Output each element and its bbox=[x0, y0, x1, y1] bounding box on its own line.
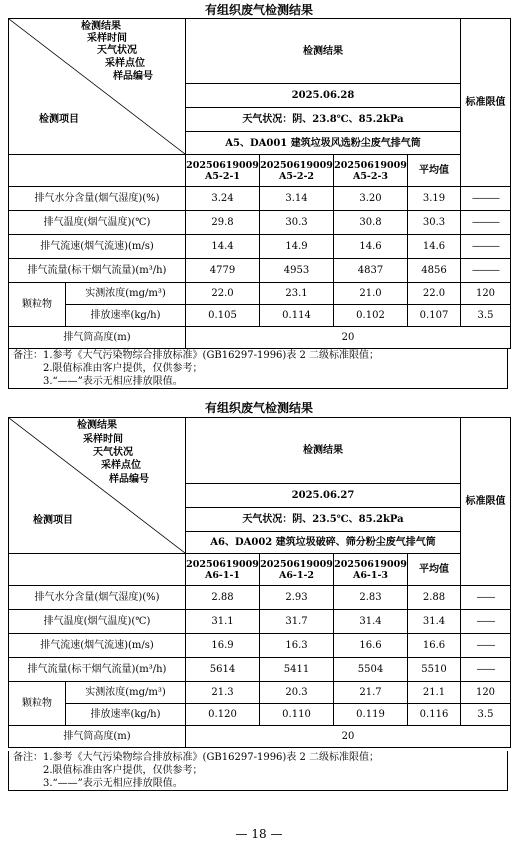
standard-header: 标准限值 bbox=[461, 19, 511, 187]
sampling-point: A5、DA001 建筑垃圾风选粉尘废气排气筒 bbox=[186, 132, 461, 155]
page-number: — 18 — bbox=[235, 827, 283, 841]
note-line: 2.限值标准由客户提供，仅供参考； bbox=[43, 363, 203, 374]
sample-id: 20250619009 A5-2-1 bbox=[186, 155, 260, 187]
item-label: 检测项目 bbox=[39, 114, 79, 125]
diag-label: 采样点位 bbox=[105, 58, 145, 69]
note-line: 3.“——”表示无相应排放限值。 bbox=[43, 778, 183, 789]
sample-id: 20250619009 A6-1-2 bbox=[260, 554, 334, 586]
diag-label: 采样时间 bbox=[83, 434, 123, 445]
weather: 天气状况：阴、23.8℃、85.2kPa bbox=[186, 108, 461, 132]
table-row: 排气流速(烟气流速)(m/s) 14.4 14.9 14.6 14.6 ——— bbox=[9, 235, 511, 259]
particulate-label: 颗粒物 bbox=[9, 682, 66, 726]
sample-id: 20250619009 A6-1-3 bbox=[334, 554, 408, 586]
note-line: 2.限值标准由客户提供，仅供参考； bbox=[43, 765, 203, 776]
avg-header: 平均值 bbox=[408, 554, 461, 586]
note-line: 备注：1.参考《大气污染物综合排放标准》(GB16297-1996)表 2 二级标准限值； bbox=[13, 350, 380, 361]
sample-date: 2025.06.28 bbox=[186, 84, 461, 108]
avg-header: 平均值 bbox=[408, 155, 461, 187]
weather: 天气状况：阴、23.5℃、85.2kPa bbox=[186, 508, 461, 532]
emission-table bbox=[8, 417, 511, 748]
table-title: 有组织废气检测结果 bbox=[204, 3, 313, 17]
diag-label: 采样点位 bbox=[101, 460, 141, 471]
table-row: 排气水分含量(烟气湿度)(%) 2.88 2.93 2.83 2.88 —— bbox=[9, 586, 511, 610]
diag-label: 天气状况 bbox=[93, 447, 133, 458]
emission-table bbox=[8, 18, 511, 349]
diagonal-header-cell bbox=[9, 19, 186, 155]
sample-id: 20250619009 A6-1-1 bbox=[186, 554, 260, 586]
particulate-label: 颗粒物 bbox=[9, 283, 66, 327]
diag-label: 样品编号 bbox=[113, 71, 153, 82]
diag-label: 天气状况 bbox=[97, 45, 137, 56]
table-row: 排气流量(标干烟气流量)(m³/h) 4779 4953 4837 4856 ——— bbox=[9, 259, 511, 283]
notes bbox=[8, 349, 508, 389]
table-row: 排气筒高度(m) 20 bbox=[9, 327, 511, 349]
table-row: 排气筒高度(m) 20 bbox=[9, 726, 511, 748]
note-line: 3.“——”表示无相应排放限值。 bbox=[43, 376, 183, 387]
table-row: 排气温度(烟气温度)(℃) 29.8 30.3 30.8 30.3 ——— bbox=[9, 211, 511, 235]
result-header: 检测结果 bbox=[186, 418, 461, 484]
sample-date: 2025.06.27 bbox=[186, 484, 461, 508]
table-row: 颗粒物 实测浓度(mg/m³) 21.3 20.3 21.7 21.1 120 bbox=[9, 682, 511, 704]
table-title: 有组织废气检测结果 bbox=[204, 401, 313, 415]
notes bbox=[8, 751, 508, 791]
sample-id: 20250619009 A5-2-2 bbox=[260, 155, 334, 187]
item-label: 检测项目 bbox=[33, 515, 73, 526]
diag-label: 样品编号 bbox=[109, 474, 149, 485]
sample-id: 20250619009 A5-2-3 bbox=[334, 155, 408, 187]
table-row: 排放速率(kg/h) 0.105 0.114 0.102 0.107 3.5 bbox=[9, 305, 511, 327]
table-row: 排气水分含量(烟气湿度)(%) 3.24 3.14 3.20 3.19 ——— bbox=[9, 187, 511, 211]
diagonal-header-cell bbox=[9, 418, 186, 554]
table-row: 排放速率(kg/h) 0.120 0.110 0.119 0.116 3.5 bbox=[9, 704, 511, 726]
table-row: 排气流量(标干烟气流量)(m³/h) 5614 5411 5504 5510 —— bbox=[9, 658, 511, 682]
standard-header: 标准限值 bbox=[461, 418, 511, 586]
table-row: 排气温度(烟气温度)(℃) 31.1 31.7 31.4 31.4 —— bbox=[9, 610, 511, 634]
table-row: 排气流速(烟气流速)(m/s) 16.9 16.3 16.6 16.6 —— bbox=[9, 634, 511, 658]
note-line: 备注：1.参考《大气污染物综合排放标准》(GB16297-1996)表 2 二级标准限值； bbox=[13, 752, 380, 763]
diag-label: 检测结果 bbox=[77, 420, 117, 431]
diag-label: 采样时间 bbox=[87, 33, 127, 44]
table-row: 颗粒物 实测浓度(mg/m³) 22.0 23.1 21.0 22.0 120 bbox=[9, 283, 511, 305]
result-header: 检测结果 bbox=[186, 19, 461, 84]
sampling-point: A6、DA002 建筑垃圾破碎、筛分粉尘废气排气筒 bbox=[186, 532, 461, 554]
diag-label: 检测结果 bbox=[81, 21, 121, 32]
